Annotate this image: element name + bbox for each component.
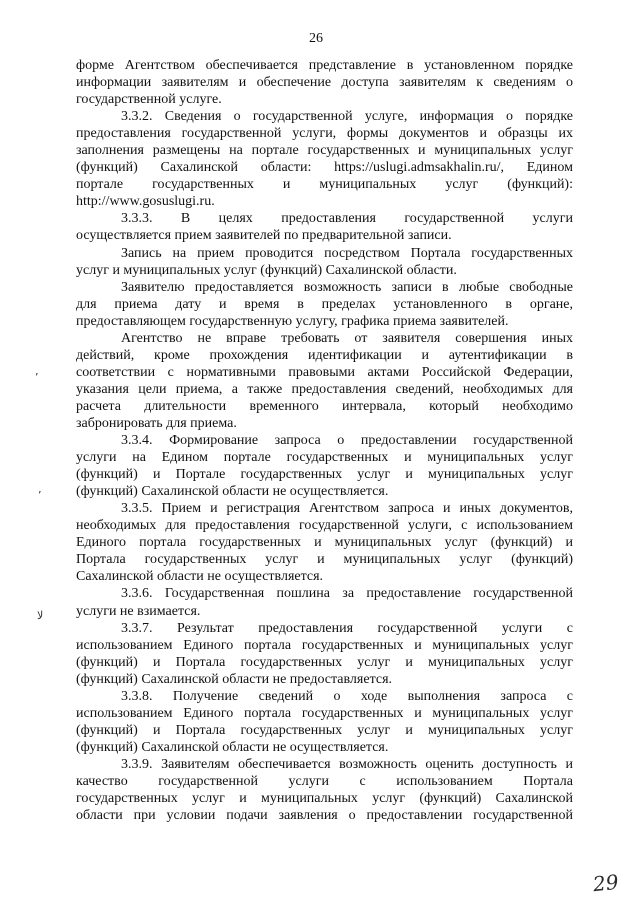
margin-scan-mark: ﻻ: [37, 610, 44, 622]
text-line: необходимых для предоставления государственной услуги, с использованием: [76, 518, 573, 534]
text-line: области при условии подачи заявления о предоставлении государственной: [76, 808, 573, 824]
text-line: 3.3.4. Формирование запроса о предоставлении государственной: [121, 433, 573, 449]
text-line: (функций) и Портала государственных услуг и муниципальных услуг: [76, 654, 573, 670]
text-line: предоставления государственной услуги, формы документов и образцы их: [76, 126, 573, 142]
text-line: соответствии с нормативными правовыми актами Российской Федерации,: [76, 364, 573, 380]
text-line: портале государственных и муниципальных услуг (функций):: [76, 177, 573, 193]
text-line: Заявителю предоставляется возможность записи в любые свободные: [121, 279, 573, 295]
text-line: заполнения размещены на портале государственных и муниципальных услуг: [76, 143, 573, 159]
text-line: услуг и муниципальных услуг (функций) Сахалинской области.: [76, 262, 457, 278]
text-line: забронировать для приема.: [76, 415, 237, 431]
text-line: 3.3.2. Сведения о государственной услуге, информация о порядке: [121, 109, 573, 125]
page-number: 26: [309, 31, 323, 46]
text-line: Сахалинской области не осуществляется.: [76, 569, 324, 585]
text-line: государственных услуг и муниципальных услуг (функций) Сахалинской: [76, 791, 573, 807]
text-line: 3.3.5. Прием и регистрация Агентством запроса и иных документов,: [121, 501, 573, 517]
margin-scan-mark: ٬: [35, 372, 39, 384]
text-line: (функций) Сахалинской области не предоставляется.: [76, 671, 393, 687]
text-line: качество государственной услуги с использованием Портала: [76, 773, 573, 789]
text-line: (функций) и Портала государственных услуг и муниципальных услуг: [76, 722, 573, 738]
text-line: услуги на Едином портале государственных и муниципальных услуг: [76, 450, 573, 466]
text-line: для приема дату и время в пределах установленного в органе,: [76, 296, 573, 312]
text-line: предоставляющем государственную услугу, графика приема заявителей.: [76, 313, 509, 329]
document-body: [76, 57, 573, 824]
text-line: Единого портала государственных и муниципальных услуг (функций) и: [76, 535, 573, 551]
text-line: Портала государственных услуг и муниципальных услуг (функций): [76, 552, 573, 568]
text-line: 3.3.9. Заявителям обеспечивается возможность оценить доступность и: [121, 756, 573, 772]
text-line: 3.3.8. Получение сведений о ходе выполнения запроса с: [121, 688, 573, 704]
text-line: осуществляется прием заявителей по предварительной записи.: [76, 228, 452, 244]
text-line: государственной услуге.: [76, 92, 222, 108]
text-line: Агентство не вправе требовать от заявителя совершения иных: [121, 330, 573, 346]
text-line: 3.3.7. Результат предоставления государственной услуги с: [121, 620, 573, 636]
text-line: 3.3.3. В целях предоставления государственной услуги: [121, 211, 573, 227]
text-line: http://www.gosuslugi.ru.: [76, 194, 215, 210]
text-line: действий, кроме прохождения идентификации и аутентификации в: [76, 347, 573, 363]
text-line: 3.3.6. Государственная пошлина за предоставление государственной: [121, 586, 573, 602]
text-line: (функций) Сахалинской области не осуществляется.: [76, 484, 389, 500]
text-line: (функций) Сахалинской области: https://uslugi.admsakhalin.ru/, Едином: [76, 160, 573, 176]
text-line: расчета длительности временного интервала, который необходимо: [76, 398, 573, 414]
text-line: информации заявителям и обеспечение доступа заявителям к сведениям о: [76, 75, 573, 91]
text-line: (функций) и Портале государственных услуг и муниципальных услуг: [76, 467, 573, 483]
margin-scan-mark: ٬: [38, 490, 42, 502]
text-line: использованием Единого портала государственных и муниципальных услуг: [76, 637, 573, 653]
text-line: Запись на прием проводится посредством Портала государственных: [121, 245, 573, 261]
handwritten-page-number: 29: [591, 869, 620, 897]
text-line: (функций) Сахалинской области не осуществляется.: [76, 739, 389, 755]
text-line: услуги не взимается.: [76, 603, 201, 619]
text-line: указания цели приема, а также предоставления сведений, необходимых для: [76, 381, 573, 397]
text-line: форме Агентством обеспечивается представление в установленном порядке: [76, 58, 573, 73]
text-line: использованием Единого портала государственных и муниципальных услуг: [76, 705, 573, 721]
